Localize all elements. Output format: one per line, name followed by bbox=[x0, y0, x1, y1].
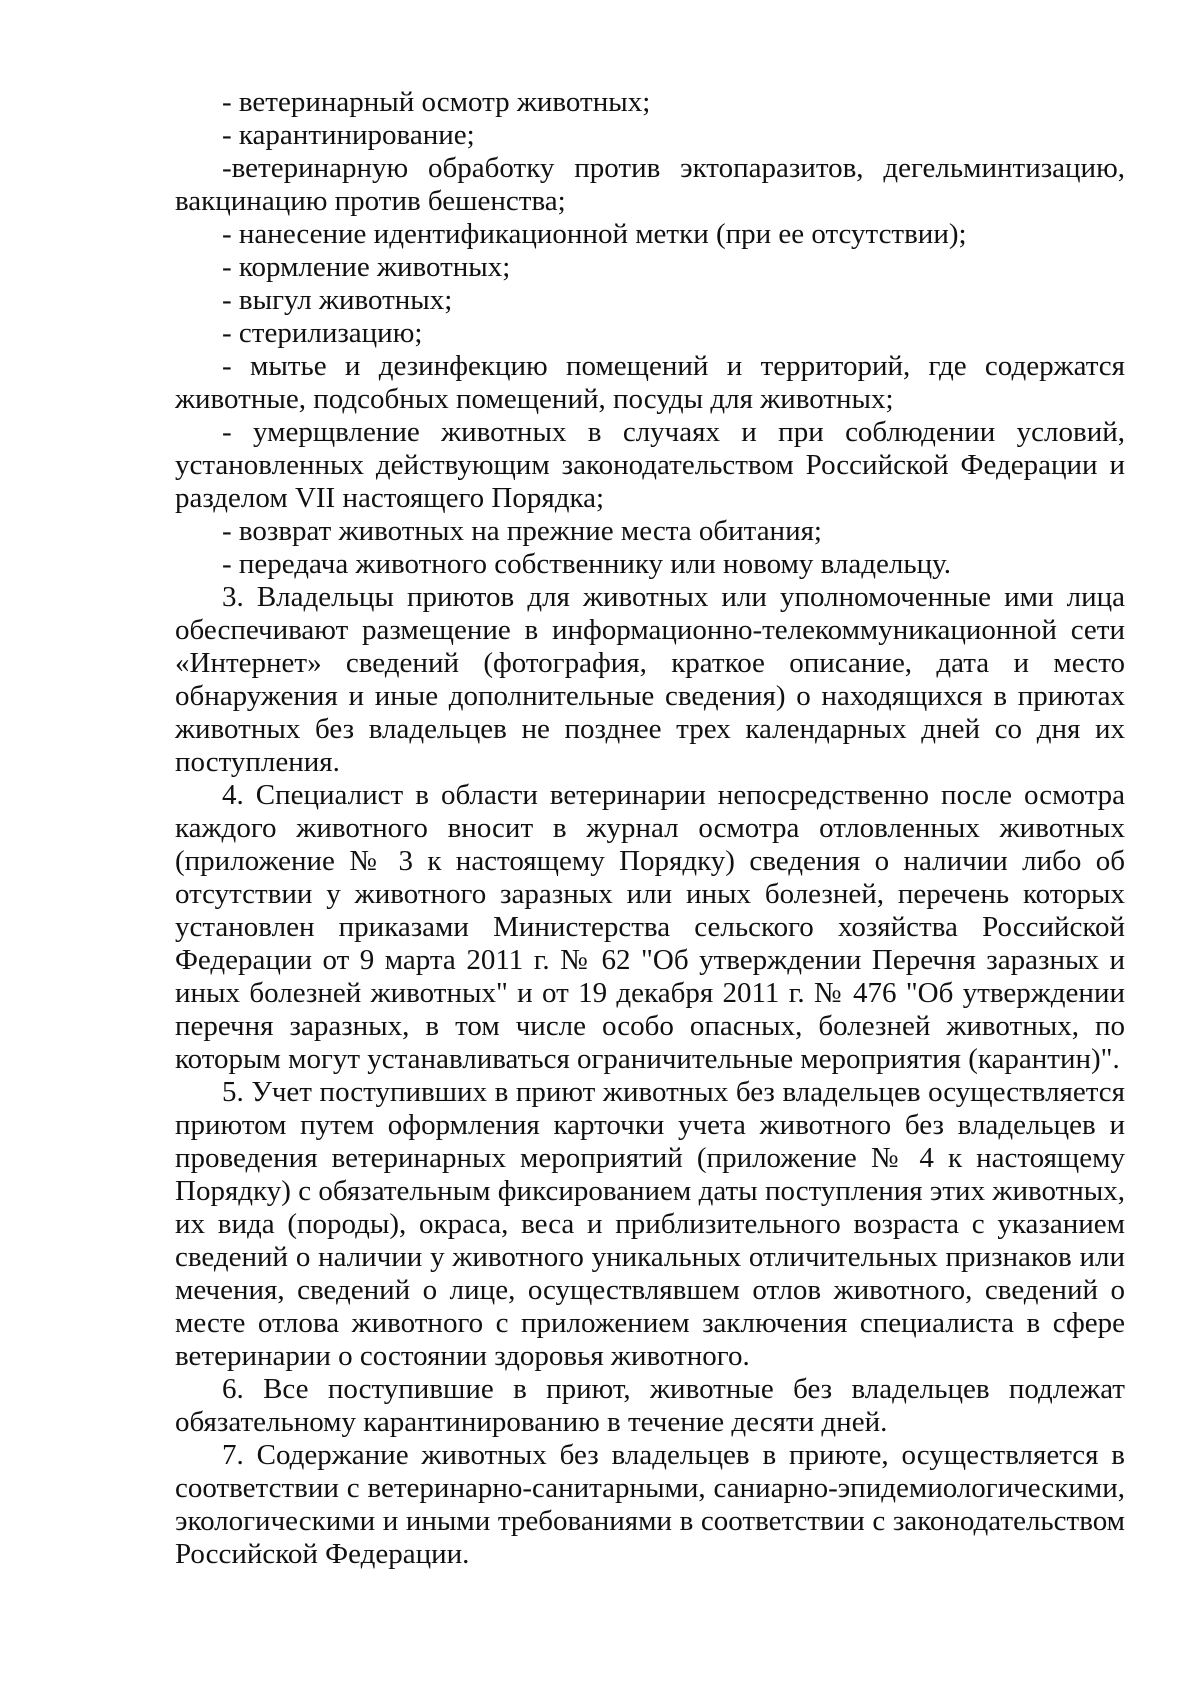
list-item-transfer: - передача животного собственнику или новому владельцу. bbox=[222, 548, 951, 580]
list-item-vet-exam: - ветеринарный осмотр животных; bbox=[222, 86, 651, 118]
paragraph-5: 5. Учет поступивших в приют животных без владельцев осуществляется приютом путем оформления карточки учета животного без владельцев и проведения ветеринарных мероприятий (приложение № 4 к настоящему Порядку) с обязательным фиксированием даты поступления этих животных, их вида (породы), окраса, веса и приблизительного возраста с указанием сведений о наличии у животного уникальных отличительных признаков или мечения, сведений о лице, осуществлявшем отлов животного, сведений о месте отлова животного с приложением заключения специалиста в сфере ветеринарии о состоянии здоровья животного. bbox=[175, 1076, 1125, 1372]
paragraph-4: 4. Специалист в области ветеринарии непосредственно после осмотра каждого животного вносит в журнал осмотра отловленных животных (приложение № 3 к настоящему Порядку) сведения о наличии либо об отсутствии у животного заразных или иных болезней, перечень которых установлен приказами Министерства сельского хозяйства Российской Федерации от 9 марта 2011 г. № 62 "Об утверждении Перечня заразных и иных болезней животных" и от 19 декабря 2011 г. № 476 "Об утверждении перечня заразных, в том числе особо опасных, болезней животных, по которым могут устанавливаться ограничительные мероприятия (карантин)". bbox=[175, 779, 1125, 1075]
list-item-return: - возврат животных на прежние места обитания; bbox=[222, 515, 822, 547]
paragraph-6: 6. Все поступившие в приют, животные без владельцев подлежат обязательному карантинированию в течение десяти дней. bbox=[175, 1373, 1125, 1438]
list-item-vet-treatment: -ветеринарную обработку против эктопаразитов, дегельминтизацию, вакцинацию против бешенства; bbox=[175, 152, 1125, 217]
list-item-quarantine: - карантинирование; bbox=[222, 119, 475, 151]
list-item-disinfection: - мытье и дезинфекцию помещений и территорий, где содержатся животные, подсобных помещений, посуды для животных; bbox=[175, 350, 1125, 415]
list-item-euthanasia: - умерщвление животных в случаях и при соблюдении условий, установленных действующим законодательством Российской Федерации и разделом VII настоящего Порядка; bbox=[175, 416, 1125, 514]
paragraph-3: 3. Владельцы приютов для животных или уполномоченные ими лица обеспечивают размещение в информационно-телекоммуникационной сети «Интернет» сведений (фотография, краткое описание, дата и место обнаружения и иные дополнительные сведения) о находящихся в приютах животных без владельцев не позднее трех календарных дней со дня их поступления. bbox=[175, 581, 1125, 778]
list-item-sterilization: - стерилизацию; bbox=[222, 317, 423, 349]
list-item-walking: - выгул животных; bbox=[222, 284, 453, 316]
document-page bbox=[175, 86, 1125, 1571]
paragraph-7: 7. Содержание животных без владельцев в приюте, осуществляется в соответствии с ветеринарно-санитарными, саниарно-эпидемиологическими, экологическими и иными требованиями в соответствии с законодательством Российской Федерации. bbox=[175, 1439, 1125, 1570]
list-item-feeding: - кормление животных; bbox=[222, 251, 511, 283]
list-item-id-tag: - нанесение идентификационной метки (при ее отсутствии); bbox=[222, 218, 967, 250]
